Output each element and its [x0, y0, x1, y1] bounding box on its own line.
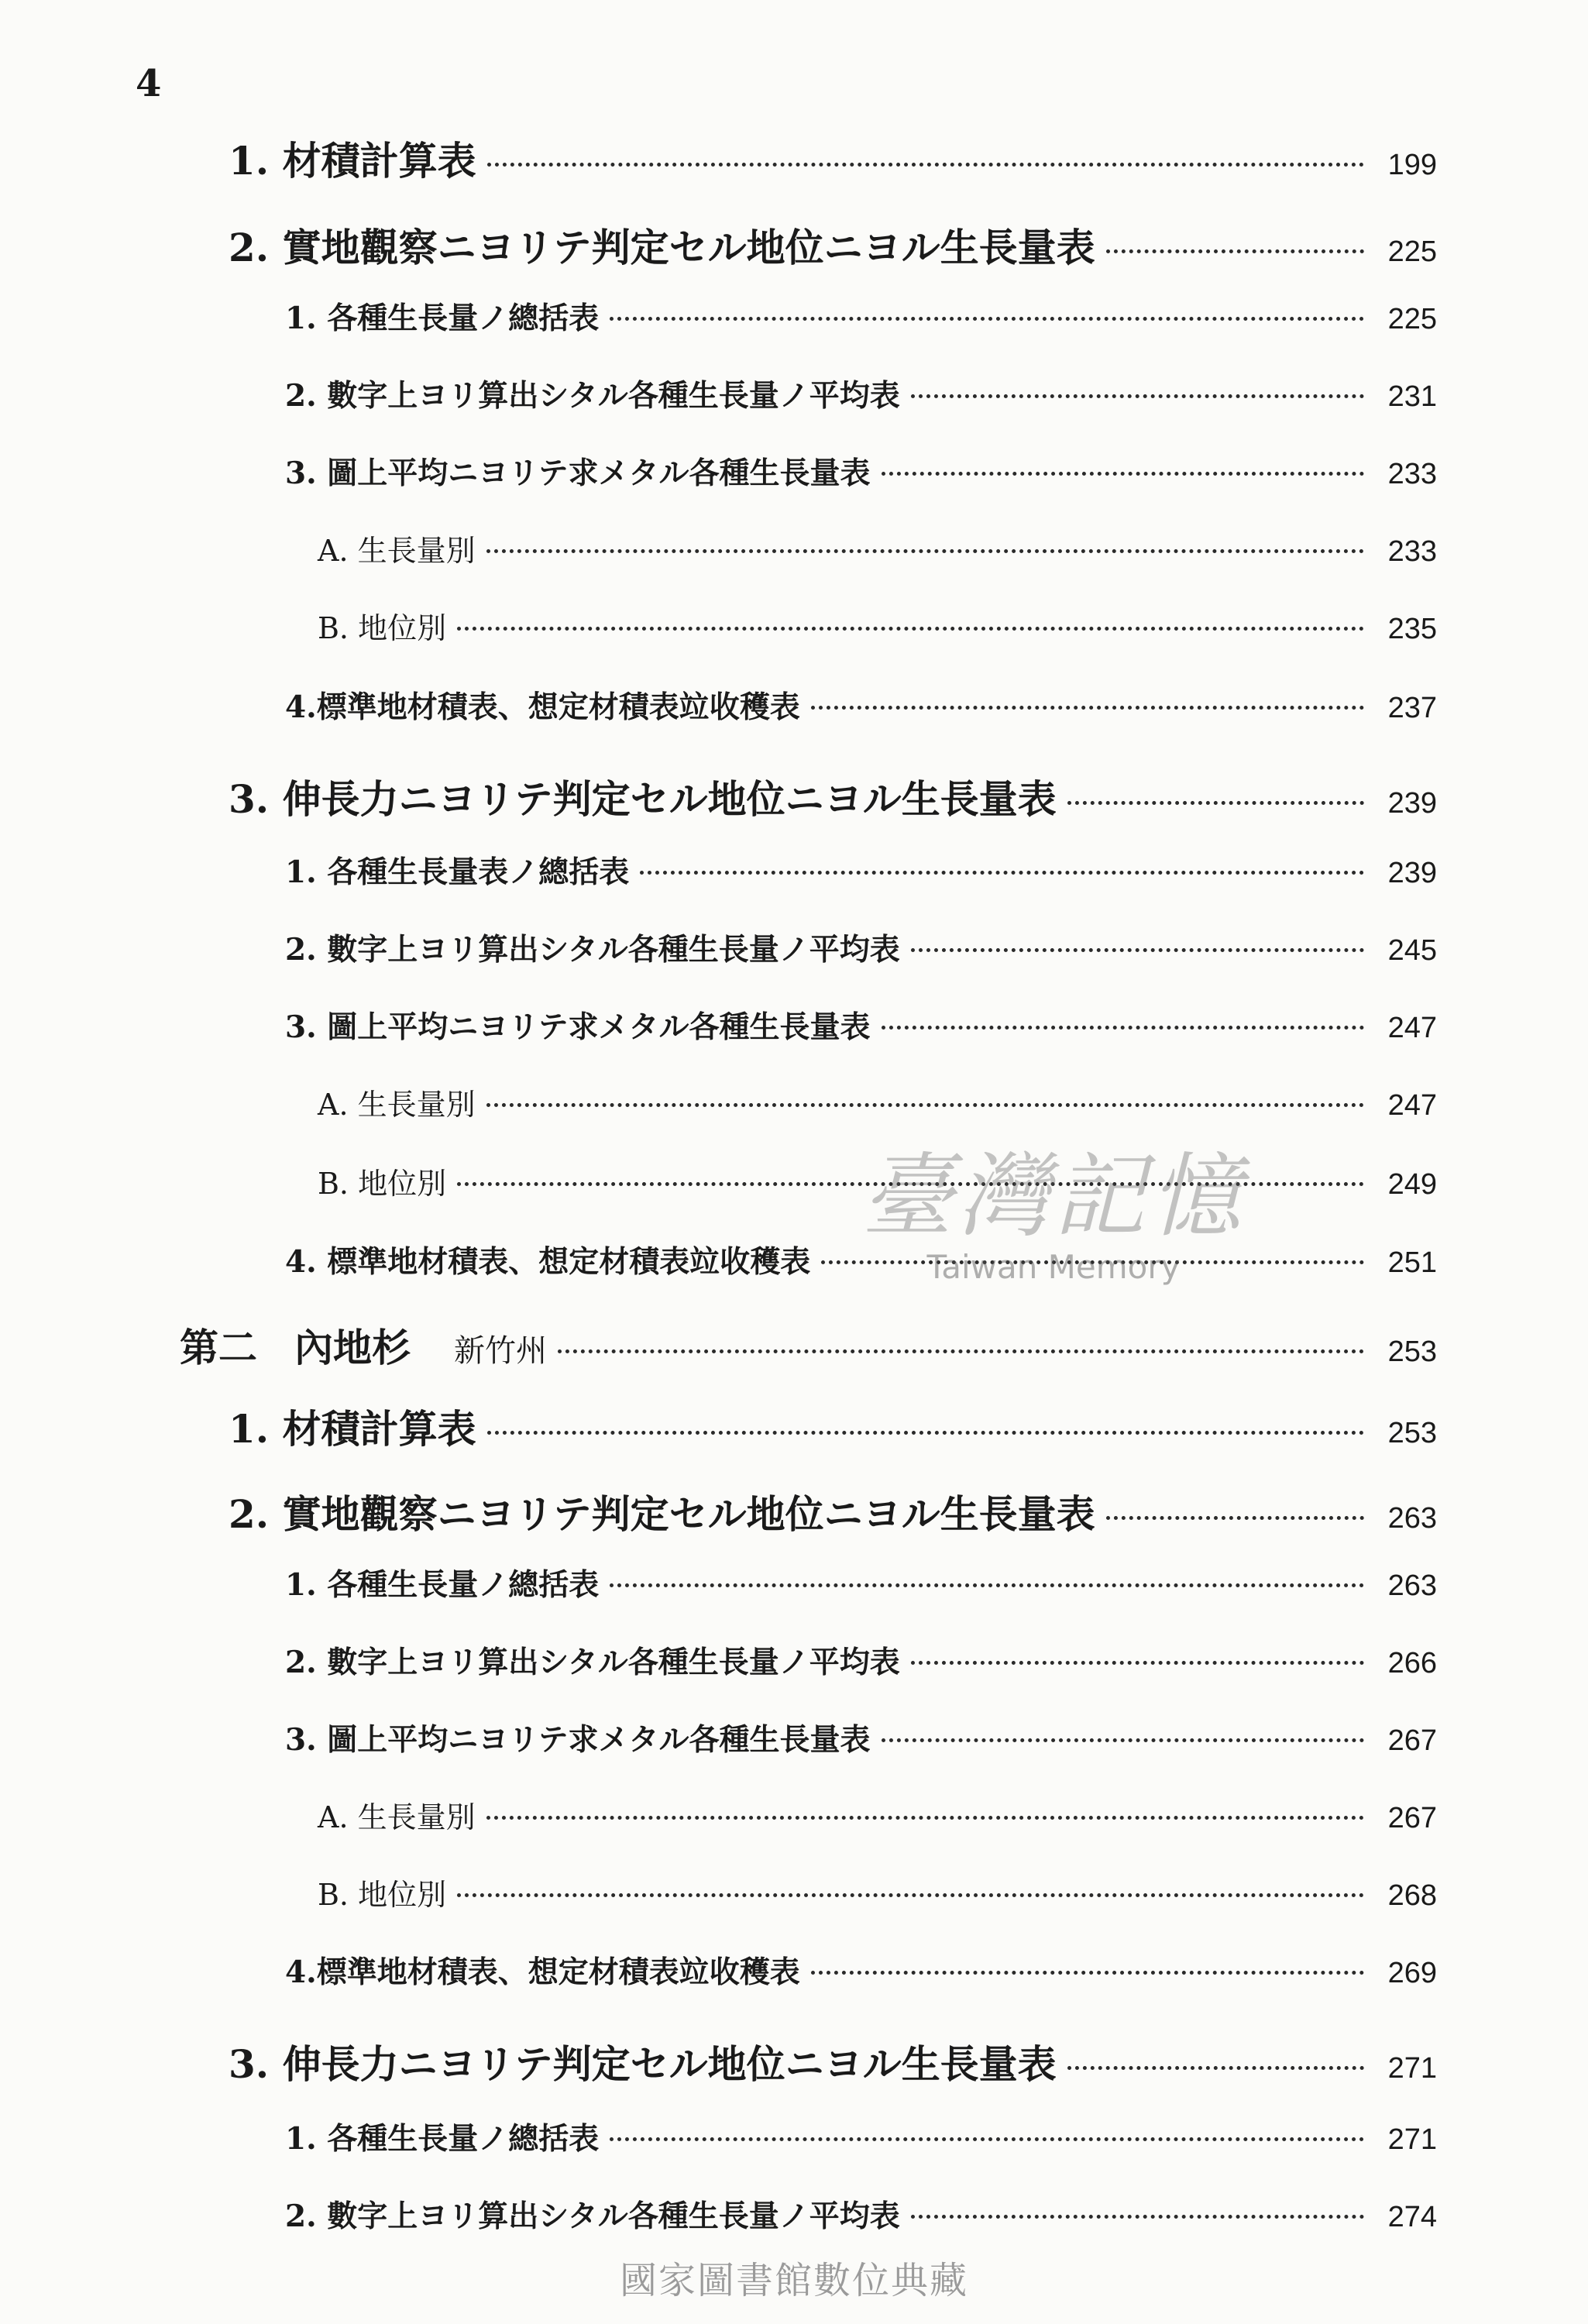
toc-entry-page: 247	[1387, 1089, 1437, 1122]
toc-entry	[180, 1317, 1437, 1373]
toc-entry	[285, 1948, 1437, 1992]
dot-leader	[558, 1349, 1364, 1353]
toc-entry-page: 267	[1387, 1724, 1437, 1757]
toc-entry	[229, 1483, 1437, 1539]
toc-chapter-region: 新竹州	[454, 1333, 547, 1369]
dot-leader	[1067, 2066, 1364, 2070]
toc-entry-label: 4. 標準地材積表、想定材積表竝收穫表	[285, 1244, 811, 1280]
toc-entry-page: 267	[1387, 1802, 1437, 1834]
toc-entry-page: 274	[1387, 2201, 1437, 2233]
toc-entry-page: 271	[1387, 2123, 1437, 2156]
dot-leader	[610, 317, 1364, 321]
toc-entry-page: 247	[1387, 1012, 1437, 1044]
toc-entry-label: A. 生長量別	[318, 534, 476, 568]
toc-chapter-name: 內地杉	[294, 1325, 411, 1370]
toc-entry-label: 1. 材積計算表	[229, 1406, 476, 1452]
toc-entry-page: 266	[1387, 1647, 1437, 1679]
toc-entry-label: 2. 數字上ヨリ算出シタル各種生長量ノ平均表	[285, 932, 900, 968]
toc-entry-page: 199	[1387, 149, 1437, 181]
toc-entry	[285, 2192, 1437, 2236]
dot-leader	[457, 627, 1364, 631]
toc-entry	[229, 2033, 1437, 2089]
toc-entry-page: 253	[1387, 1336, 1437, 1368]
dot-leader	[821, 1260, 1364, 1264]
dot-leader	[911, 394, 1364, 398]
dot-leader	[610, 2137, 1364, 2141]
watermark-script: 臺灣記憶	[861, 1143, 1246, 1250]
toc-entry-label: 3. 圖上平均ニヨリテ求メタル各種生長量表	[285, 1722, 871, 1758]
dot-leader	[486, 549, 1364, 553]
toc-entry-page: 251	[1387, 1246, 1437, 1279]
toc-entry	[285, 372, 1437, 415]
toc-entry	[229, 130, 1437, 186]
toc-entry-page: 271	[1387, 2052, 1437, 2085]
toc-entry-label: 2. 數字上ヨリ算出シタル各種生長量ノ平均表	[285, 1645, 900, 1680]
toc-entry	[285, 294, 1437, 338]
toc-entry	[318, 1081, 1437, 1123]
toc-entry-page: 239	[1387, 857, 1437, 889]
dot-leader	[911, 1661, 1364, 1665]
toc-entry-page: 239	[1387, 787, 1437, 820]
dot-leader	[911, 948, 1364, 952]
toc-entry	[318, 1793, 1437, 1836]
toc-entry-label: B. 地位別	[318, 611, 447, 645]
toc-entry-label: 1. 材積計算表	[229, 138, 476, 184]
toc-entry	[229, 217, 1437, 273]
dot-leader	[457, 1893, 1364, 1897]
toc-entry-page: 233	[1387, 535, 1437, 568]
dot-leader	[640, 871, 1364, 875]
toc-entry-label: A. 生長量別	[318, 1800, 476, 1834]
toc-entry	[285, 1638, 1437, 1682]
dot-leader	[486, 1816, 1364, 1820]
toc-entry	[285, 1561, 1437, 1604]
toc-entry	[285, 1238, 1437, 1281]
toc-entry-label: 2. 數字上ヨリ算出シタル各種生長量ノ平均表	[285, 2199, 900, 2234]
toc-entry	[285, 848, 1437, 892]
dot-leader	[1106, 1516, 1364, 1520]
toc-entry-label: 1. 各種生長量ノ總括表	[285, 2121, 600, 2157]
page-number: 4	[136, 62, 162, 105]
dot-leader	[1106, 249, 1364, 253]
toc-entry	[285, 2115, 1437, 2158]
dot-leader	[882, 1026, 1364, 1030]
dot-leader	[457, 1182, 1364, 1186]
toc-entry	[285, 1003, 1437, 1047]
toc-entry-page: 245	[1387, 934, 1437, 967]
toc-entry	[285, 1716, 1437, 1759]
toc-entry-page: 263	[1387, 1502, 1437, 1535]
dot-leader	[882, 472, 1364, 476]
toc-entry-page: 268	[1387, 1879, 1437, 1912]
toc-entry-label: 4.標準地材積表、想定材積表竝收穫表	[285, 1954, 800, 1990]
toc-entry	[229, 1398, 1437, 1454]
toc-entry-label: 2. 實地觀察ニヨリテ判定セル地位ニヨル生長量表	[229, 225, 1095, 270]
toc-entry-label: 第二	[180, 1325, 257, 1370]
toc-entry-page: 253	[1387, 1417, 1437, 1449]
toc-entry-label: 2. 數字上ヨリ算出シタル各種生長量ノ平均表	[285, 378, 900, 414]
dot-leader	[610, 1583, 1364, 1587]
toc-entry-label: 2. 實地觀察ニヨリテ判定セル地位ニヨル生長量表	[229, 1491, 1095, 1537]
dot-leader	[811, 706, 1364, 710]
toc-entry-page: 231	[1387, 380, 1437, 413]
watermark-latin: Taiwan Memory	[926, 1248, 1181, 1286]
toc-entry-label: 1. 各種生長量表ノ總括表	[285, 854, 630, 890]
toc-entry-page: 225	[1387, 303, 1437, 335]
toc-entry-label: B. 地位別	[318, 1167, 447, 1201]
toc-entry-label: 1. 各種生長量ノ總括表	[285, 1567, 600, 1603]
toc-entry	[285, 926, 1437, 969]
toc-entry-page: 237	[1387, 692, 1437, 724]
toc-entry	[318, 1160, 1437, 1202]
toc-entry-page: 233	[1387, 458, 1437, 490]
toc-entry-label: A. 生長量別	[318, 1088, 476, 1122]
toc-entry-page: 249	[1387, 1168, 1437, 1201]
toc-entry-label: 3. 圖上平均ニヨリテ求メタル各種生長量表	[285, 1009, 871, 1045]
toc-entry	[285, 683, 1437, 727]
dot-leader	[486, 1103, 1364, 1107]
toc-entry-page: 235	[1387, 613, 1437, 645]
toc-entry-label: 1. 各種生長量ノ總括表	[285, 301, 600, 336]
footer-archive-label: 國家圖書館數位典藏	[619, 2259, 968, 2302]
toc-entry-label: 3. 伸長力ニヨリテ判定セル地位ニヨル生長量表	[229, 2041, 1057, 2087]
dot-leader	[487, 163, 1364, 167]
toc-entry-label: 3. 伸長力ニヨリテ判定セル地位ニヨル生長量表	[229, 776, 1057, 822]
toc-entry	[229, 768, 1437, 824]
toc-entry-label: B. 地位別	[318, 1878, 447, 1912]
toc-entry	[318, 604, 1437, 647]
dot-leader	[1067, 801, 1364, 805]
toc-entry-page: 269	[1387, 1957, 1437, 1989]
toc-entry-label: 3. 圖上平均ニヨリテ求メタル各種生長量表	[285, 456, 871, 491]
toc-entry	[318, 1871, 1437, 1913]
dot-leader	[487, 1431, 1364, 1435]
toc-entry	[285, 449, 1437, 493]
toc-entry-label: 4.標準地材積表、想定材積表竝收穫表	[285, 689, 800, 725]
dot-leader	[882, 1738, 1364, 1742]
dot-leader	[911, 2215, 1364, 2219]
toc-entry	[318, 527, 1437, 569]
toc-entry-page: 225	[1387, 235, 1437, 268]
dot-leader	[811, 1971, 1364, 1975]
toc-entry-page: 263	[1387, 1569, 1437, 1602]
